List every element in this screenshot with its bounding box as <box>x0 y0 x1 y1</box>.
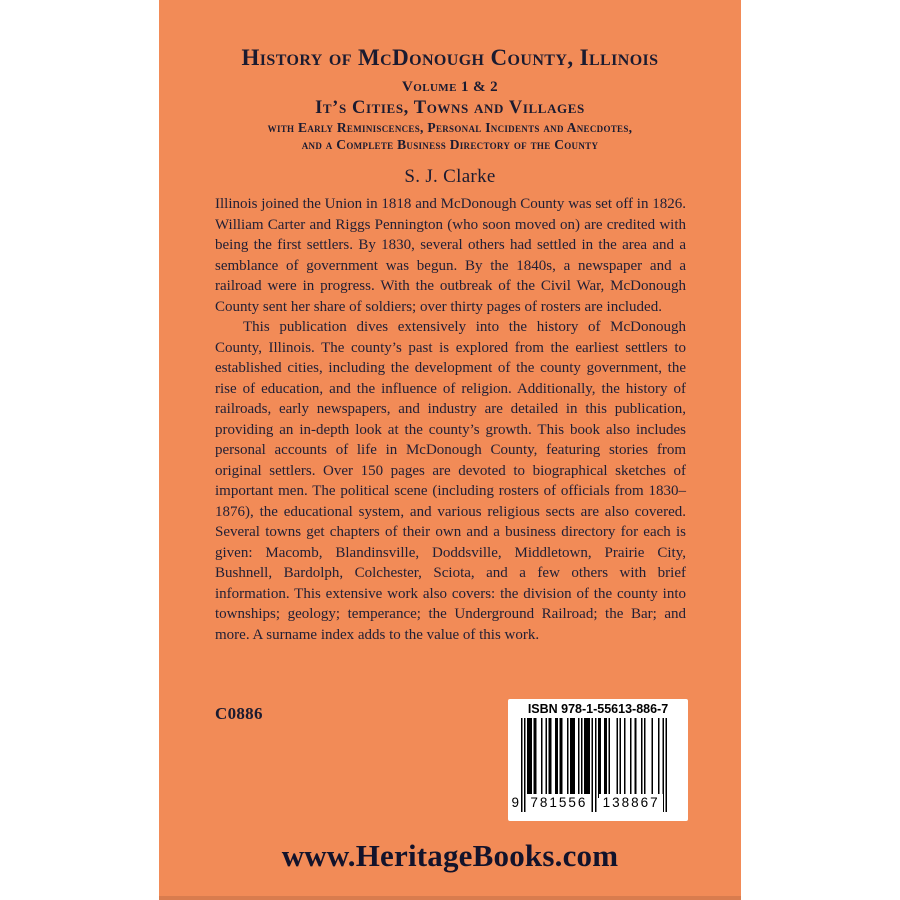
description-text <box>215 194 686 645</box>
author-name: S. J. Clarke <box>404 166 496 187</box>
barcode <box>508 699 688 821</box>
barcode-digit-first: 9 <box>511 795 519 810</box>
subtitle-line-3: and a Complete Business Directory of the County <box>301 137 599 152</box>
subtitle-line-2: with Early Reminiscences, Personal Incidents and Anecdotes, <box>267 120 633 135</box>
description-paragraph-2: This publication dives extensively into the history of McDonough County, Illinois. The county’s past is explored from the earliest settlers to established cities, including the development of the county government, the rise of education, and the influence of religion. Additionally, the history of railroads, early newspapers, and industry are detailed in this publication, providing an in-depth look at the county’s growth. This book also includes personal accounts of life in McDonough County, featuring stories from original settlers. Over 150 pages are devoted to biographical sketches of important men. The political scene (including rosters of officials from 1830–1876), the educational system, and various religious sects are also covered. Several towns get chapters of their own and a business directory for each is given: Macomb, Blandinsville, Doddsville, Middletown, Prairie City, Bushnell, Bardolph, Colchester, Sciota, and a few others with brief information. This extensive work also covers: the division of the county into townships; geology; temperance; the Underground Railroad; the Bar; and more. A surname index adds to the value of this work. <box>215 319 686 643</box>
barcode-bars <box>511 718 667 812</box>
isbn-label: ISBN 978-1-55613-886-7 <box>527 702 669 716</box>
subtitle: It’s Cities, Towns and Villages <box>315 98 585 118</box>
page-title: History of McDonough County, Illinois <box>241 45 659 70</box>
product-code: C0886 <box>215 704 263 723</box>
book-back-cover <box>159 0 741 900</box>
barcode-digits-right: 138867 <box>599 794 663 812</box>
barcode-digits <box>511 794 667 812</box>
volume-label: Volume 1 & 2 <box>402 79 498 95</box>
barcode-digits-left: 781556 <box>527 794 591 812</box>
title-block <box>159 0 741 188</box>
website-url: www.HeritageBooks.com <box>281 838 619 873</box>
description-paragraph-1: Illinois joined the Union in 1818 and McDonough County was set off in 1826. William Carter and Riggs Pennington (who soon moved on) are credited with being the first settlers. By 1830, several others had settled in the area and a semblance of government was begun. By the 1840s, a newspaper and a railroad were in progress. With the outbreak of the Civil War, McDonough County sent her share of soldiers; over thirty pages of rosters are included. <box>215 196 686 315</box>
